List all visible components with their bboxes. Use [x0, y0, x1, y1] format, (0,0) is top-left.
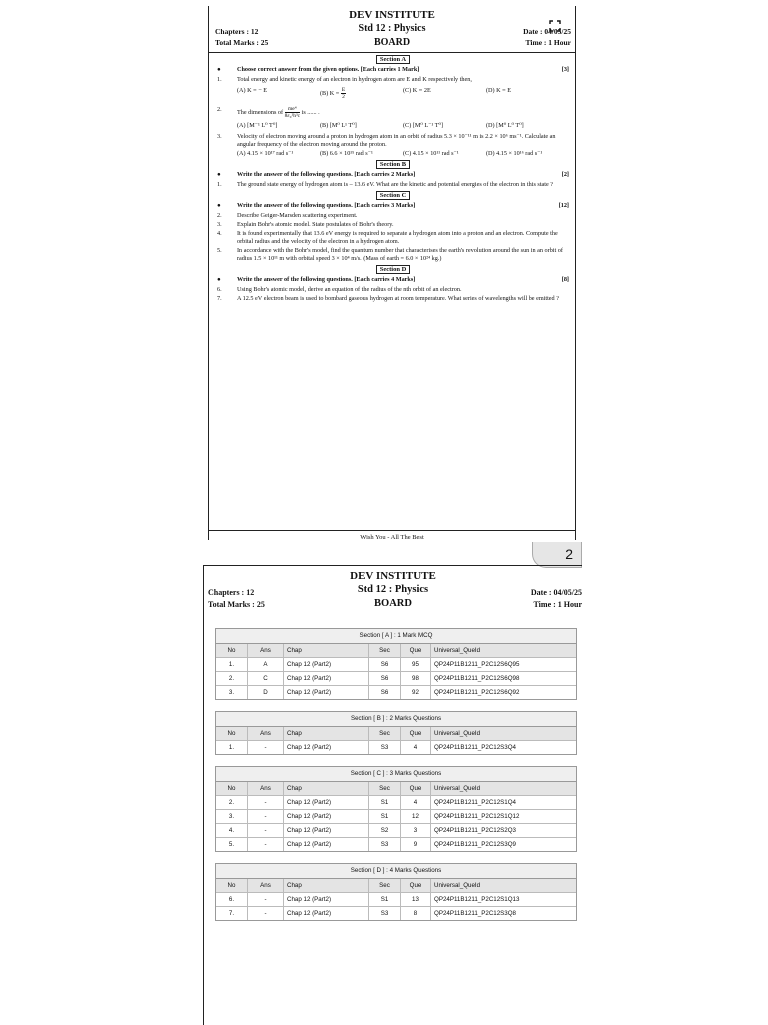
section-a-heading: Section A	[217, 56, 569, 64]
question-a2-options: (A) [M⁻¹ L⁰ T⁰] (B) [M⁰ L¹ T⁰] (C) [M⁰ L⁻¹ T⁰] (D) [M⁰ L⁰ T⁰]	[237, 122, 524, 129]
table-header-row: No Ans Chap Sec Que Universal_QueId	[216, 782, 576, 796]
question-b1: 1. The ground state energy of hydrogen atom is – 13.6 eV. What are the kinetic and potential energies of the electron in this state ?	[217, 181, 554, 188]
time-label-2: Time : 1 Hour	[533, 600, 582, 609]
paper-footer: Wish You - All The Best	[209, 530, 575, 541]
paper-header	[209, 6, 575, 53]
question-d6: 6. Using Bohr's atomic model, derive an equation of the radius of the nth orbit of an electron.	[217, 286, 462, 293]
total-marks-label-2: Total Marks : 25	[208, 600, 265, 609]
institute-name: DEV INSTITUTE	[349, 9, 435, 21]
section-a-instruction: ● Choose correct answer from the given options. [Each carries 1 Mark] [3]	[217, 66, 569, 73]
table-header-row: No Ans Chap Sec Que Universal_QueId	[216, 879, 576, 893]
subject-title-2: Std 12 : Physics	[357, 584, 429, 595]
scan-icon[interactable]	[549, 20, 561, 32]
paper-body	[209, 56, 575, 303]
answer-table-section-a: Section [ A ] : 1 Mark MCQ No Ans Chap Sec Que Universal_QueId 1. A Chap 12 (Part2) S6 95 QP24P11B1211_P2C12S6Q95 2. C Chap 12 (Part2) S6 98 QP24P11B1211_P2C12S6Q98 3. D Chap 12 (Part2) S6 92 QP24P11B1211_P2C12S6Q92	[215, 628, 577, 700]
answer-key-page	[203, 565, 582, 1025]
institute-name-2: DEV INSTITUTE	[350, 570, 436, 582]
table-row: 5. - Chap 12 (Part2) S3 9 QP24P11B1211_P2C12S3Q9	[216, 838, 576, 851]
table-row: 2. C Chap 12 (Part2) S6 98 QP24P11B1211_P2C12S6Q98	[216, 672, 576, 686]
table-row: 2. - Chap 12 (Part2) S1 4 QP24P11B1211_P2C12S1Q4	[216, 796, 576, 810]
subject-title: Std 12 : Physics	[358, 23, 426, 34]
question-c3: 3. Explain Bohr's atomic model. State postulates of Bohr's theory.	[217, 221, 394, 228]
section-b-instruction: ● Write the answer of the following questions. [Each carries 2 Marks] [2]	[217, 171, 569, 178]
chapters-label: Chapters : 12	[215, 27, 259, 36]
time-label: Time : 1 Hour	[525, 38, 571, 47]
section-c-instruction: ● Write the answer of the following questions. [Each carries 3 Marks] [12]	[217, 202, 569, 209]
question-paper-page	[208, 6, 576, 540]
total-marks-label: Total Marks : 25	[215, 38, 269, 47]
table-header-row: No Ans Chap Sec Que Universal_QueId	[216, 727, 576, 741]
board-title-2: BOARD	[374, 598, 412, 609]
section-d-instruction: ● Write the answer of the following questions. [Each carries 4 Marks] [8]	[217, 276, 569, 283]
table-header-row: No Ans Chap Sec Que Universal_QueId	[216, 644, 576, 658]
question-a3-options: (A) 4.15 × 10¹⁷ rad s⁻¹ (B) 6.6 × 10¹⁵ rad s⁻¹ (C) 4.15 × 10¹¹ rad s⁻¹ (D) 4.15 × 10¹⁶ rad s⁻¹	[237, 150, 543, 157]
question-c5: 5. In accordance with the Bohr's model, find the quantum number that characterises the earth's revolution around the sun in an orbit of radius 1.5 × 10¹¹ m with orbital speed 3 × 10⁴ m/s. (Mass of earth = 6.0 × 10²⁴ kg.)	[217, 247, 563, 262]
date-label-2: Date : 04/05/25	[530, 588, 582, 597]
section-d-heading: Section D	[217, 266, 569, 274]
table-row: 6. - Chap 12 (Part2) S1 13 QP24P11B1211_P2C12S1Q13	[216, 893, 576, 907]
section-b-heading: Section B	[217, 161, 569, 169]
question-a2: 2. The dimensions of $\frac{\text{me⁴}}{\text{8ε₀²h³c}}$ is ...... .	[217, 106, 320, 119]
table-row: 7. - Chap 12 (Part2) S3 8 QP24P11B1211_P2C12S3Q8	[216, 907, 576, 920]
section-c-heading: Section C	[217, 192, 569, 200]
question-a3: 3. Velocity of electron moving around a proton in hydrogen atom in an orbit of radius 5.3 × 10⁻¹¹ m is 2.2 × 10⁶ ms⁻¹. Calculate an angular frequency of the electron moving around the proton.	[217, 133, 556, 148]
date-label: Date : 04/05/25	[523, 27, 571, 36]
answer-table-section-c: Section [ C ] : 3 Marks Questions No Ans Chap Sec Que Universal_QueId 2. - Chap 12 (Part2) S1 4 QP24P11B1211_P2C12S1Q4 3. - Chap 12 (Part2) S1 12 QP24P11B1211_P2C12S1Q12 4. - Chap 12 (Part2) S2 3 QP24P11B1211_P2C12S2Q3 5. - Chap 12 (Part2) S3 9 QP24P11B1211_P2C12S3Q9	[215, 766, 577, 852]
answer-key-header	[204, 566, 582, 614]
board-title: BOARD	[373, 37, 411, 48]
question-c4: 4. It is found experimentally that 13.6 eV energy is required to separate a hydrogen atom into a proton and an electron. Compute the orbital radius and the velocity of the electron in a hydrogen atom.	[217, 230, 558, 245]
table-row: 1. - Chap 12 (Part2) S3 4 QP24P11B1211_P2C12S3Q4	[216, 741, 576, 754]
answer-table-section-d: Section [ D ] : 4 Marks Questions No Ans Chap Sec Que Universal_QueId 6. - Chap 12 (Part2) S1 13 QP24P11B1211_P2C12S1Q13 7. - Chap 12 (Part2) S3 8 QP24P11B1211_P2C12S3Q8	[215, 863, 577, 921]
question-a1: 1. Total energy and kinetic energy of an electron in hydrogen atom are E and K respectively then,	[217, 76, 472, 83]
table-row: 3. - Chap 12 (Part2) S1 12 QP24P11B1211_P2C12S1Q12	[216, 810, 576, 824]
answer-table-section-b: Section [ B ] : 2 Marks Questions No Ans Chap Sec Que Universal_QueId 1. - Chap 12 (Part2) S3 4 QP24P11B1211_P2C12S3Q4	[215, 711, 577, 755]
table-row: 3. D Chap 12 (Part2) S6 92 QP24P11B1211_P2C12S6Q92	[216, 686, 576, 699]
chapters-label-2: Chapters : 12	[208, 588, 255, 597]
question-c2: 2. Describe Geiger-Marsden scattering experiment.	[217, 212, 358, 219]
question-a1-options: (A) K = − E (B) K = $\frac{E}{2}$ (C) K = 2E (D) K = E	[237, 87, 511, 100]
table-row: 1. A Chap 12 (Part2) S6 95 QP24P11B1211_P2C12S6Q95	[216, 658, 576, 672]
page-number-tab: 2	[532, 542, 582, 568]
table-row: 4. - Chap 12 (Part2) S2 3 QP24P11B1211_P2C12S2Q3	[216, 824, 576, 838]
question-d7: 7. A 12.5 eV electron beam is used to bombard gaseous hydrogen at room temperature. What series of wavelengths will be emitted ?	[217, 295, 559, 302]
